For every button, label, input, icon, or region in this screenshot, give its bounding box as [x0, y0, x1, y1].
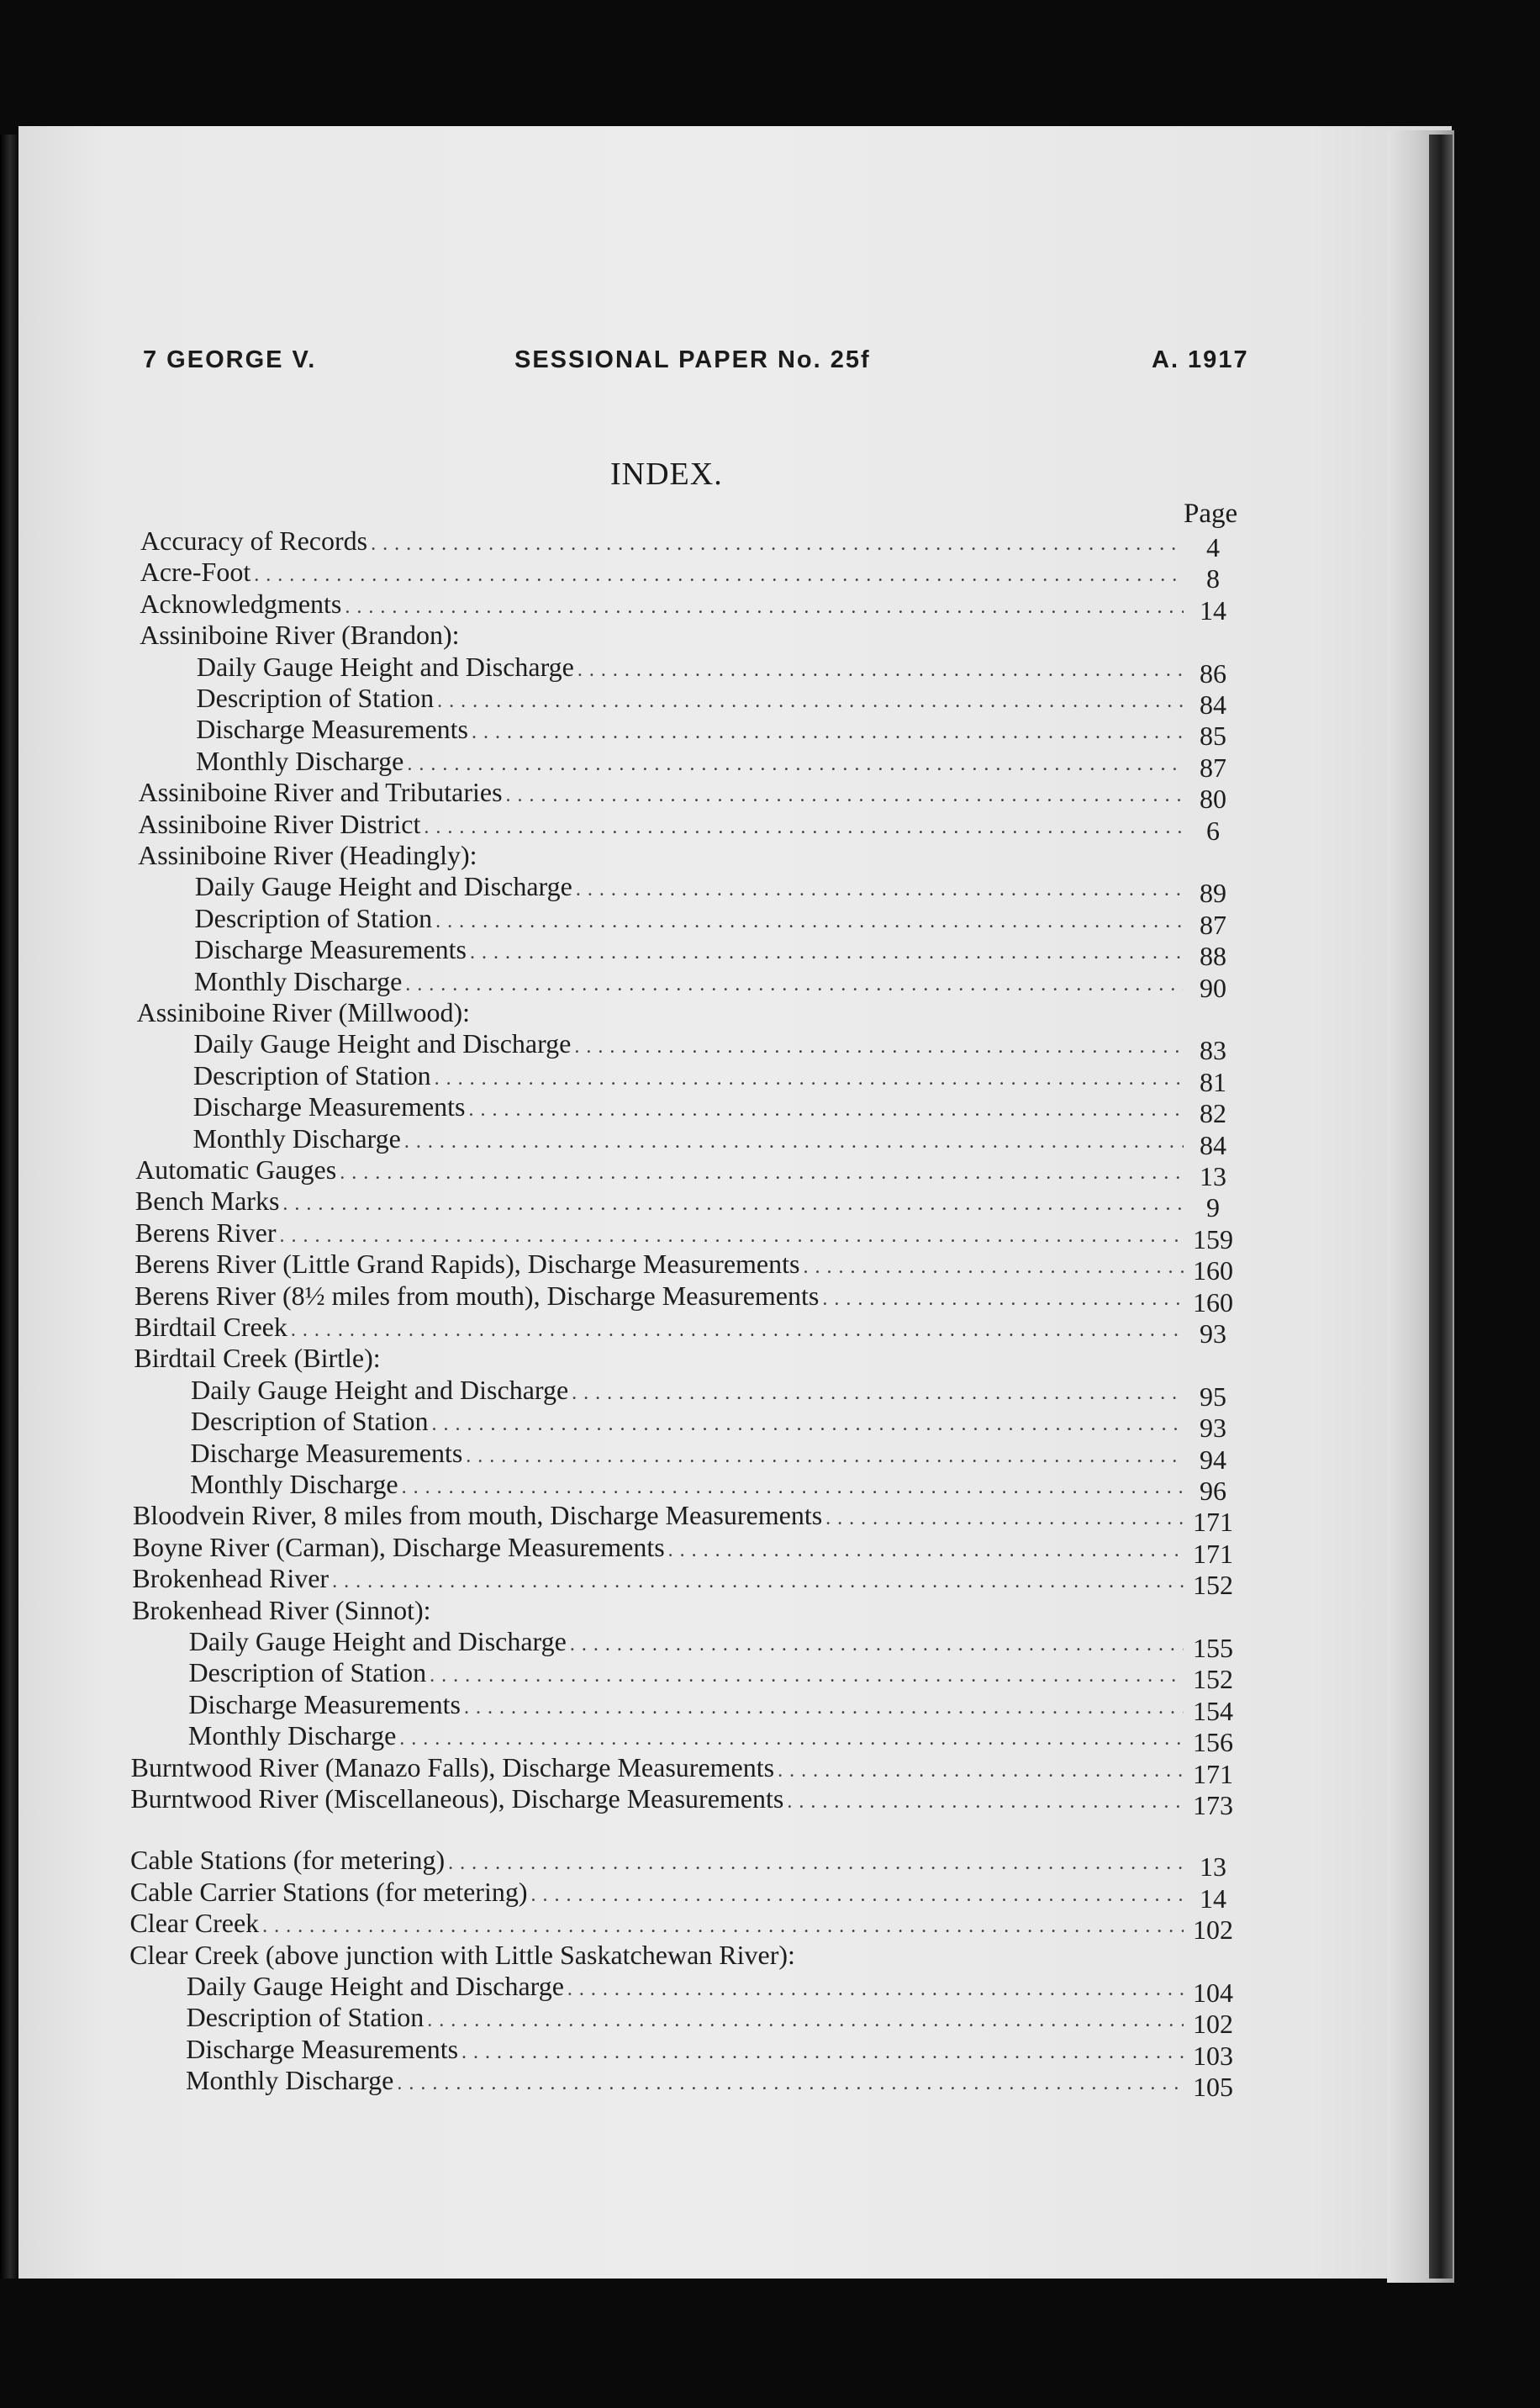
entry-page-number: 84: [1199, 689, 1226, 720]
entry-text: Berens River (Little Grand Rapids), Discharge Measurements: [134, 1249, 800, 1280]
dot-leader: [572, 1378, 1184, 1409]
entry-page-number: 9: [1206, 1192, 1220, 1223]
index-subentry: [188, 1657, 1240, 1695]
entry-text: Cable Stations (for metering): [130, 1845, 446, 1876]
entry-text: Cable Carrier Stations (for metering): [129, 1876, 528, 1907]
dot-leader: [399, 1724, 1184, 1755]
entry-page-number: 160: [1193, 1286, 1233, 1318]
entry-text: Bloodvein River, 8 miles from mouth, Discharge Measurements: [132, 1500, 823, 1531]
entry-text: Daily Gauge Height and Discharge: [191, 1374, 569, 1405]
entry-page-number: 86: [1199, 657, 1226, 689]
dot-leader: [371, 529, 1184, 560]
dot-leader: [282, 1189, 1184, 1220]
index-subentry: [192, 1122, 1239, 1160]
dot-leader: [437, 686, 1184, 717]
dot-leader: [466, 1441, 1184, 1472]
entry-page-number: 89: [1199, 878, 1226, 909]
dot-leader: [469, 1095, 1184, 1126]
index-entry: [134, 1249, 1239, 1286]
entry-text: Bench Marks: [134, 1186, 280, 1217]
entry-text: Assiniboine River District: [138, 808, 421, 839]
entry-text: Assiniboine River and Tributaries: [138, 777, 503, 808]
entry-text: Birdtail Creek (Birtle):: [134, 1343, 381, 1374]
entry-text: Discharge Measurements: [188, 1688, 461, 1719]
entry-page-number: 154: [1192, 1695, 1233, 1726]
entry-page-number: 80: [1199, 784, 1226, 815]
book-left-edge: [0, 135, 17, 2279]
entry-text: Discharge Measurements: [186, 2033, 459, 2064]
dot-leader: [787, 1787, 1184, 1818]
dot-leader: [332, 1566, 1184, 1597]
entry-page-number: 82: [1200, 1098, 1226, 1129]
dot-leader: [431, 1409, 1184, 1440]
index-subentry: [194, 871, 1239, 909]
entry-page-number: 96: [1200, 1476, 1226, 1506]
entry-text: Clear Creek: [129, 1908, 260, 1939]
index-entry: [140, 620, 1239, 651]
entry-text: Monthly Discharge: [192, 1122, 401, 1154]
entry-page-number: 6: [1206, 815, 1220, 846]
entry-text: Description of Station: [196, 683, 435, 713]
index-subentry: [188, 1688, 1239, 1726]
dot-leader: [448, 1848, 1184, 1879]
entry-page-number: 85: [1200, 721, 1226, 752]
entry-page-number: 93: [1199, 1413, 1226, 1444]
index-subentry: [190, 1437, 1239, 1475]
entry-page-number: 173: [1192, 1790, 1233, 1820]
entry-text: Description of Station: [186, 2002, 425, 2033]
entry-text: Discharge Measurements: [196, 714, 468, 745]
entry-page-number: 160: [1192, 1255, 1233, 1286]
index-subentry: [188, 1626, 1239, 1663]
dot-leader: [668, 1535, 1184, 1566]
entry-text: Burntwood River (Miscellaneous), Discharge Measurements: [130, 1783, 784, 1814]
index-subentry: [190, 1469, 1239, 1506]
entry-page-number: 95: [1200, 1381, 1226, 1412]
entry-page-number: 171: [1193, 1758, 1233, 1789]
dot-leader: [825, 1503, 1184, 1534]
entry-text: Monthly Discharge: [195, 745, 404, 776]
page-column-label: Page: [1184, 499, 1238, 529]
entry-page-number: 84: [1199, 1129, 1226, 1160]
dot-leader: [291, 1315, 1184, 1346]
entry-page-number: 8: [1205, 563, 1220, 594]
dot-leader: [280, 1221, 1184, 1252]
entry-page-number: 171: [1192, 1507, 1233, 1538]
index-subentry: [192, 1091, 1239, 1129]
dot-leader: [340, 1158, 1184, 1189]
entry-text: Assiniboine River (Brandon):: [140, 620, 460, 651]
index-subentry: [193, 965, 1239, 1003]
index-title: INDEX.: [610, 457, 723, 492]
entry-text: Daily Gauge Height and Discharge: [193, 1028, 572, 1059]
entry-text: Description of Station: [188, 1657, 427, 1688]
entry-page-number: 103: [1192, 2040, 1233, 2071]
index-subentry: [186, 2033, 1239, 2071]
dot-leader: [570, 1629, 1184, 1661]
entry-text: Description of Station: [193, 1059, 431, 1090]
entry-text: Daily Gauge Height and Discharge: [188, 1626, 567, 1656]
entry-page-number: 152: [1193, 1570, 1233, 1601]
entry-text: Burntwood River (Manazo Falls), Discharge Measurements: [130, 1751, 775, 1782]
dot-leader: [262, 1911, 1184, 1942]
dot-leader: [530, 1880, 1184, 1911]
index-entry: [134, 1280, 1239, 1318]
entry-page-number: 87: [1200, 909, 1226, 940]
dot-leader: [567, 1974, 1184, 2005]
entry-page-number: 14: [1199, 594, 1226, 626]
index-subentry: [195, 745, 1239, 783]
entry-page-number: 81: [1199, 1066, 1226, 1097]
entry-text: Monthly Discharge: [193, 965, 403, 996]
entry-page-number: 90: [1199, 972, 1226, 1003]
dot-leader: [576, 874, 1184, 906]
entry-text: Monthly Discharge: [187, 1720, 397, 1751]
index-entry: [134, 1312, 1239, 1349]
index-entry: [129, 1940, 1239, 1971]
entry-text: Discharge Measurements: [190, 1437, 463, 1468]
entry-text: Acknowledgments: [140, 588, 342, 619]
dot-leader: [405, 969, 1184, 1001]
header-center: SESSIONAL PAPER No. 25f: [514, 346, 871, 373]
index-subentry: [191, 1374, 1239, 1412]
dot-leader: [464, 1692, 1184, 1724]
dot-leader: [435, 906, 1184, 937]
index-subentry: [196, 651, 1239, 689]
entry-text: Berens River: [134, 1217, 277, 1248]
dot-leader: [397, 2068, 1184, 2099]
entry-page-number: 102: [1192, 2009, 1233, 2040]
entry-text: Brokenhead River: [132, 1563, 330, 1594]
running-header: [0, 346, 1540, 380]
index-entry: [140, 557, 1239, 594]
dot-leader: [435, 1064, 1184, 1095]
dot-leader: [578, 655, 1184, 686]
entry-text: Discharge Measurements: [194, 934, 467, 965]
index-entry: [137, 997, 1239, 1028]
entry-text: Daily Gauge Height and Discharge: [196, 651, 574, 682]
index-entry: [130, 1783, 1239, 1820]
entry-text: Accuracy of Records: [140, 525, 368, 556]
header-right: A. 1917: [1152, 346, 1249, 373]
dot-leader: [822, 1284, 1184, 1315]
entry-text: Description of Station: [190, 1406, 429, 1437]
entry-page-number: 93: [1199, 1318, 1226, 1349]
book-spine: [1429, 135, 1453, 2279]
entry-text: Brokenhead River (Sinnot):: [132, 1594, 431, 1625]
dot-leader: [424, 812, 1184, 843]
index-entry: [134, 1186, 1239, 1223]
entry-page-number: 87: [1199, 752, 1226, 783]
index-entry: [132, 1595, 1239, 1626]
dot-leader: [345, 592, 1184, 623]
entry-text: Daily Gauge Height and Discharge: [194, 871, 572, 902]
index-subentry: [196, 714, 1239, 752]
entry-text: Birdtail Creek: [134, 1312, 287, 1342]
entry-page-number: 88: [1199, 941, 1226, 972]
entry-page-number: 13: [1199, 1851, 1226, 1883]
dot-leader: [461, 2037, 1184, 2068]
entry-text: Monthly Discharge: [186, 2065, 394, 2096]
header-left: 7 GEORGE V.: [143, 346, 317, 373]
index-entry: [129, 1908, 1239, 1946]
dot-leader: [254, 560, 1184, 591]
index-entry: [130, 1845, 1239, 1883]
index-subentry: [194, 902, 1240, 940]
index-entry: [135, 1154, 1239, 1191]
entry-page-number: 94: [1199, 1444, 1226, 1475]
index-subentry: [186, 2002, 1239, 2040]
index-subentry: [194, 934, 1239, 972]
index-entry: [140, 588, 1239, 626]
entry-text: Daily Gauge Height and Discharge: [186, 1971, 564, 2001]
index-entry: [132, 1500, 1239, 1538]
index-subentry: [190, 1406, 1239, 1444]
index-entry: [129, 1876, 1239, 1914]
index-entry: [140, 525, 1239, 562]
entry-text: Boyne River (Carman), Discharge Measurements: [132, 1531, 665, 1562]
index-subentry: [187, 1720, 1239, 1758]
dot-leader: [402, 1472, 1184, 1503]
dot-leader: [472, 717, 1184, 748]
entry-page-number: 171: [1192, 1538, 1233, 1569]
entry-page-number: 152: [1193, 1664, 1233, 1695]
entry-page-number: 104: [1193, 1978, 1233, 2008]
entry-page-number: 156: [1192, 1727, 1233, 1758]
entry-text: Discharge Measurements: [192, 1091, 466, 1122]
dot-leader: [404, 1127, 1184, 1158]
dot-leader: [574, 1032, 1184, 1063]
index-entry: [134, 1343, 1239, 1374]
index-entry: [138, 777, 1239, 815]
entry-page-number: 13: [1199, 1161, 1226, 1191]
entry-text: Assiniboine River (Headingly):: [138, 840, 477, 870]
entry-page-number: 14: [1200, 1883, 1226, 1914]
entry-text: Clear Creek (above junction with Little Saskatchewan River):: [129, 1939, 795, 1970]
dot-leader: [778, 1756, 1184, 1787]
dot-leader: [803, 1252, 1184, 1283]
index-subentry: [196, 683, 1239, 720]
index-subentry: [193, 1059, 1239, 1097]
entry-text: Automatic Gauges: [135, 1154, 337, 1185]
entry-text: Berens River (8½ miles from mouth), Discharge Measurements: [134, 1280, 820, 1311]
entry-page-number: 105: [1193, 2072, 1233, 2103]
index-entry: [138, 808, 1239, 846]
entry-text: Monthly Discharge: [190, 1469, 398, 1499]
entry-text: Description of Station: [194, 902, 433, 933]
index-entry: [138, 840, 1239, 871]
dot-leader: [427, 2005, 1184, 2036]
entry-text: Acre-Foot: [140, 557, 251, 588]
entry-text: Assiniboine River (Millwood):: [136, 997, 471, 1027]
entry-page-number: 83: [1199, 1035, 1226, 1066]
index-entry: [132, 1531, 1239, 1569]
entry-page-number: 4: [1206, 532, 1220, 562]
dot-leader: [470, 937, 1184, 969]
index-entry: [132, 1563, 1239, 1601]
entry-page-number: 155: [1192, 1633, 1233, 1663]
index-subentry: [186, 2065, 1239, 2103]
entry-page-number: 159: [1192, 1223, 1233, 1254]
index-entry: [130, 1751, 1239, 1789]
dot-leader: [407, 749, 1184, 780]
index-entry: [134, 1217, 1239, 1254]
dot-leader: [430, 1661, 1184, 1692]
index-subentry: [186, 1971, 1239, 2008]
index-subentry: [193, 1028, 1239, 1066]
entry-page-number: 102: [1192, 1914, 1233, 1946]
dot-leader: [506, 780, 1184, 811]
